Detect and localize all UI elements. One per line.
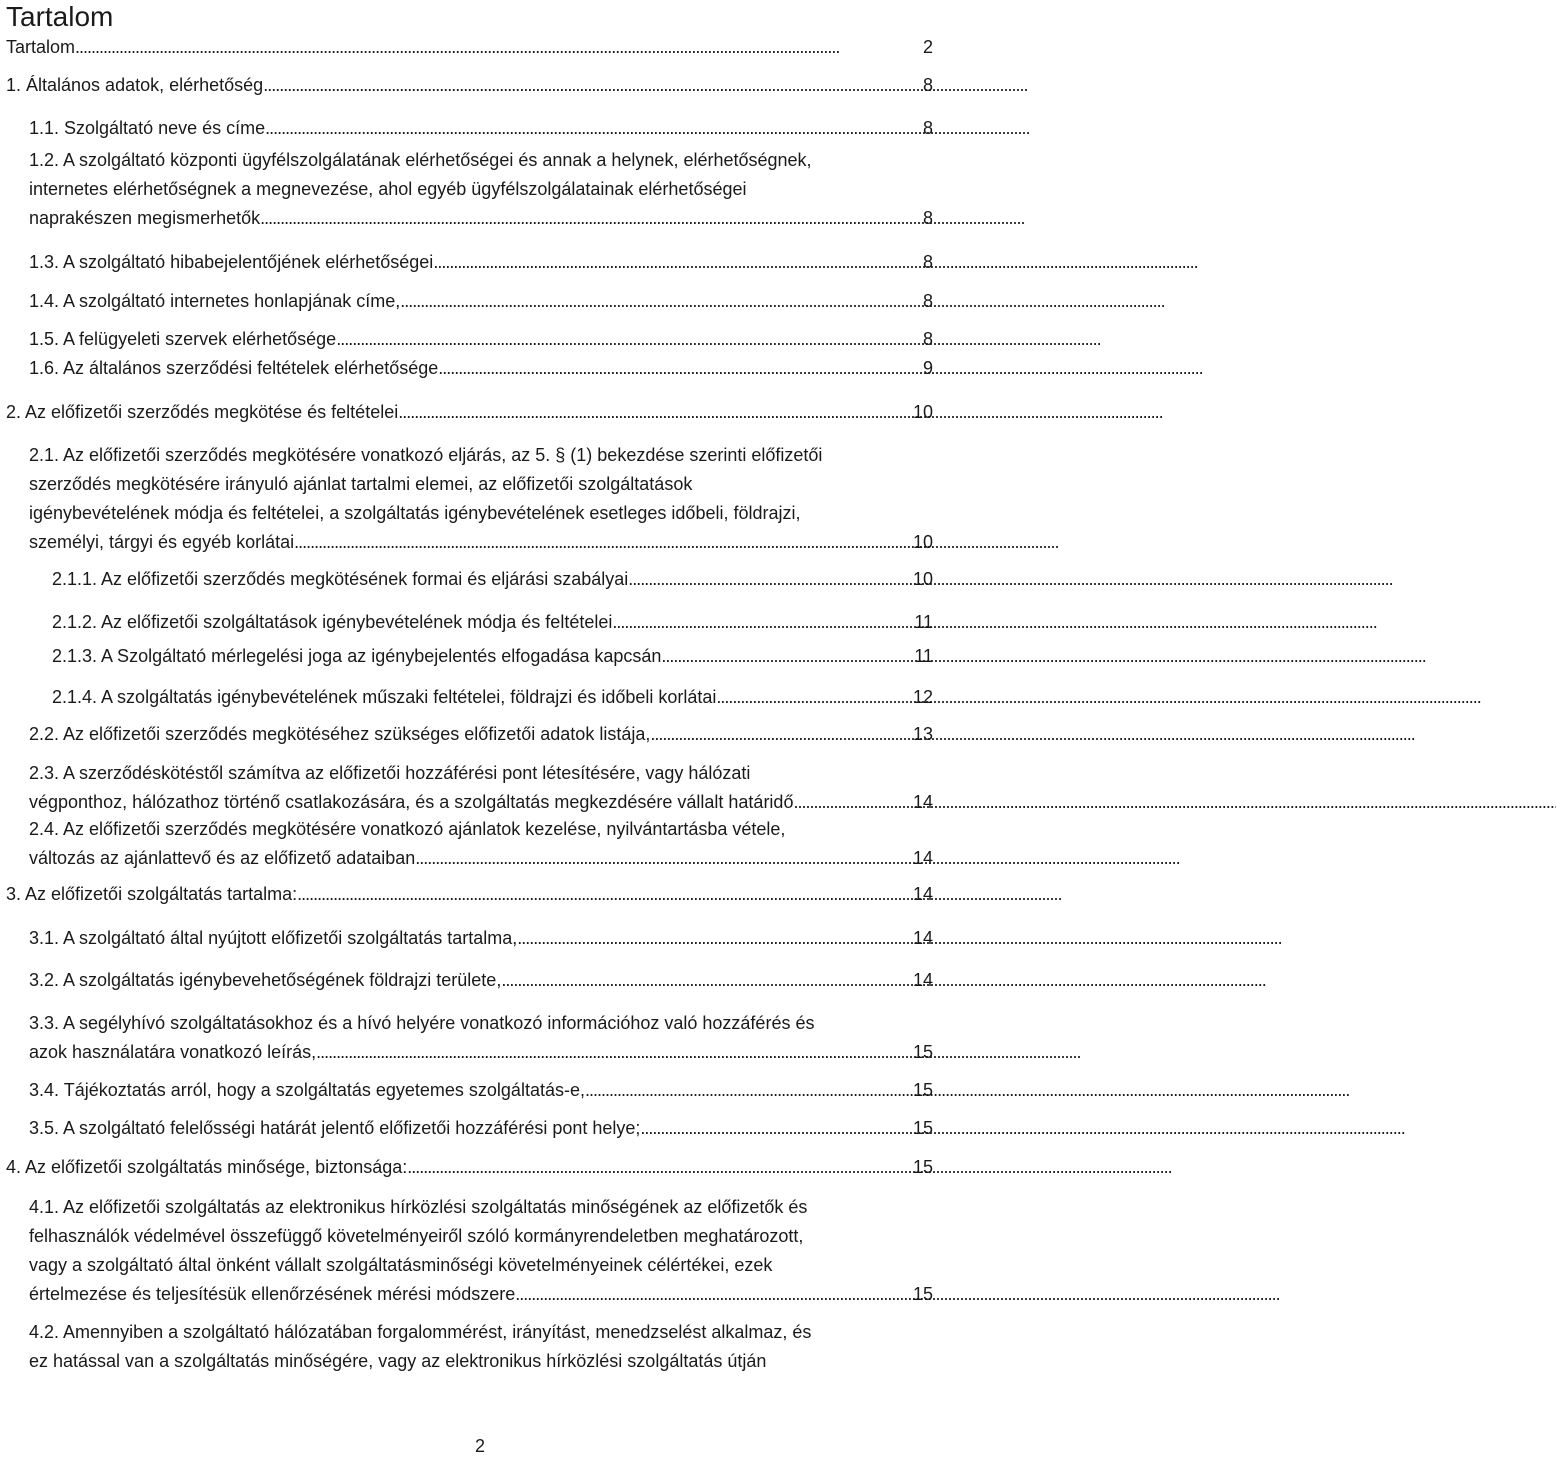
toc-entry-text: személyi, tárgyi és egyéb korlátai xyxy=(29,532,295,552)
toc-page-number: 14 xyxy=(912,928,933,948)
dot-leader xyxy=(501,966,911,995)
toc-entry-text: 1.6. Az általános szerződési feltételek elérhetősége xyxy=(29,358,439,378)
toc-page-number: 15 xyxy=(912,1118,933,1138)
toc-entry[interactable] xyxy=(29,354,933,383)
toc-page-number: 15 xyxy=(912,1080,933,1100)
dot-leader xyxy=(628,565,911,594)
dot-leader xyxy=(793,788,911,817)
toc-page-number: 2 xyxy=(922,37,933,57)
toc-entry-text: 3.4. Tájékoztatás arról, hogy a szolgáltatás egyetemes szolgáltatás-e, xyxy=(29,1080,585,1100)
toc-entry-text: 2. Az előfizetői szerződés megkötése és feltételei xyxy=(6,402,399,422)
toc-entry-text: 2.1.3. A Szolgáltató mérlegelési joga az igénybejelentés elfogadása kapcsán xyxy=(52,646,662,666)
dot-leader xyxy=(612,608,912,637)
toc-entry-text: 2.2. Az előfizetői szerződés megkötéséhez szükséges előfizetői adatok listája, xyxy=(29,724,651,744)
toc-entry[interactable] xyxy=(52,642,933,671)
dot-leader xyxy=(265,114,921,143)
toc-entry-text: szerződés megkötésére irányuló ajánlat tartalmi elemei, az előfizetői szolgáltatások xyxy=(29,474,693,494)
toc-heading: Tartalom xyxy=(6,1,114,32)
toc-entry-text: 1.2. A szolgáltató központi ügyfélszolgálatának elérhetőségei és annak a helynek, elérhetőségnek, xyxy=(29,150,812,170)
dot-leader xyxy=(438,354,921,383)
toc-entry-text: 4.2. Amennyiben a szolgáltató hálózatában forgalommérést, irányítást, menedzselést alkalmaz, és xyxy=(29,1322,812,1342)
toc-entry[interactable] xyxy=(29,720,933,749)
toc-entry[interactable] xyxy=(29,287,933,316)
toc-entry[interactable] xyxy=(6,880,933,909)
toc-entry[interactable] xyxy=(52,683,933,712)
toc-entry-text: 3.5. A szolgáltató felelősségi határát jelentő előfizetői hozzáférési pont helye; xyxy=(29,1118,641,1138)
dot-leader xyxy=(433,248,921,277)
toc-entry-text: 4. Az előfizetői szolgáltatás minősége, biztonsága: xyxy=(6,1157,408,1177)
toc-entry-text: 3. Az előfizetői szolgáltatás tartalma: xyxy=(6,884,298,904)
toc-page-number: 8 xyxy=(922,75,933,95)
toc-entry-text: igénybevételének módja és feltételei, a szolgáltatás igénybevételének esetleges időbeli, földrajzi, xyxy=(29,503,801,523)
toc-entry[interactable] xyxy=(29,146,933,233)
toc-entry-text: Tartalom xyxy=(6,37,76,57)
toc-entry[interactable] xyxy=(29,325,933,354)
toc-page-number: 14 xyxy=(912,848,933,868)
dot-leader xyxy=(400,287,921,316)
toc-entry-text: azok használatára vonatkozó leírás, xyxy=(29,1042,317,1062)
dot-leader xyxy=(260,204,921,233)
dot-leader xyxy=(263,71,921,100)
toc-entry-text: 2.1.4. A szolgáltatás igénybevételének műszaki feltételei, földrajzi és időbeli korlátai xyxy=(52,687,717,707)
toc-page-number: 8 xyxy=(922,118,933,138)
toc-entry[interactable] xyxy=(29,1193,933,1309)
toc-page-number: 8 xyxy=(922,329,933,349)
toc-entry-text: ez hatással van a szolgáltatás minőségére, vagy az elektronikus hírközlési szolgáltatás útján xyxy=(29,1351,767,1371)
toc-entry[interactable] xyxy=(29,1114,933,1143)
toc-entry-text: 2.1. Az előfizetői szerződés megkötésére vonatkozó eljárás, az 5. § (1) bekezdése szerinti előfizetői xyxy=(29,445,823,465)
toc-entry[interactable] xyxy=(29,248,933,277)
dot-leader xyxy=(407,1153,911,1182)
toc-entry[interactable] xyxy=(29,966,933,995)
toc-entry-text: 1.4. A szolgáltató internetes honlapjának címe, xyxy=(29,291,401,311)
toc-entry[interactable] xyxy=(6,71,933,100)
dot-leader xyxy=(297,880,911,909)
toc-entry[interactable] xyxy=(52,608,933,637)
toc-page-number: 15 xyxy=(912,1157,933,1177)
dot-leader xyxy=(316,1038,911,1067)
toc-entry[interactable] xyxy=(29,759,933,817)
toc-entry-text: 2.1.2. Az előfizetői szolgáltatások igénybevételének módja és feltételei xyxy=(52,612,613,632)
toc-entry-text: 2.3. A szerződéskötéstől számítva az előfizetői hozzáférési pont létesítésére, vagy hálózati xyxy=(29,763,751,783)
dot-leader xyxy=(661,642,912,671)
toc-page-number: 14 xyxy=(912,970,933,990)
toc-entry-text: 2.4. Az előfizetői szerződés megkötésére vonatkozó ajánlatok kezelése, nyilvántartásba vétele, xyxy=(29,819,786,839)
dot-leader xyxy=(294,528,911,557)
dot-leader xyxy=(515,1280,911,1309)
toc-entry[interactable] xyxy=(29,114,933,143)
toc-page-number: 8 xyxy=(922,252,933,272)
toc-entry[interactable] xyxy=(29,1318,933,1376)
toc-page-number: 10 xyxy=(912,569,933,589)
toc-entry-text: 3.1. A szolgáltató által nyújtott előfizetői szolgáltatás tartalma, xyxy=(29,928,518,948)
toc-page-number: 13 xyxy=(912,724,933,744)
toc-entry[interactable] xyxy=(6,33,933,62)
toc-entry-text: változás az ajánlattevő és az előfizető adataiban xyxy=(29,848,416,868)
toc-page-number: 11 xyxy=(914,646,933,666)
toc-entry-text: vagy a szolgáltató által önként vállalt szolgáltatásminőségi követelményeinek célértékei, ezek xyxy=(29,1255,773,1275)
dot-leader xyxy=(517,924,911,953)
toc-entry[interactable] xyxy=(52,565,933,594)
toc-entry-text: értelmezése és teljesítésük ellenőrzésének mérési módszere xyxy=(29,1284,516,1304)
toc-entry[interactable] xyxy=(29,815,933,873)
toc-page-number: 14 xyxy=(912,792,933,812)
page-number: 2 xyxy=(474,1436,485,1456)
toc-page-number: 11 xyxy=(914,612,933,632)
toc-entry-text: naprakészen megismerhetők xyxy=(29,208,261,228)
toc-entry-text: felhasználók védelmével összefüggő követelményeiről szóló kormányrendeletben meghatározott, xyxy=(29,1226,804,1246)
toc-entry-text: 3.2. A szolgáltatás igénybevehetőségének földrajzi területe, xyxy=(29,970,502,990)
toc-entry[interactable] xyxy=(29,924,933,953)
toc-page-number: 12 xyxy=(912,687,933,707)
toc-entry-text: 2.1.1. Az előfizetői szerződés megkötésének formai és eljárási szabályai xyxy=(52,569,629,589)
toc-entry-text: végponthoz, hálózathoz történő csatlakozására, és a szolgáltatás megkezdésére vállalt határidő xyxy=(29,792,794,812)
toc-entry[interactable] xyxy=(29,1076,933,1105)
toc-entry-text: 1.3. A szolgáltató hibabejelentőjének elérhetőségei xyxy=(29,252,434,272)
toc-page-number: 10 xyxy=(912,532,933,552)
toc-page-number: 8 xyxy=(922,208,933,228)
toc-page-number: 15 xyxy=(912,1284,933,1304)
toc-entry[interactable] xyxy=(29,1009,933,1067)
toc-page-number: 9 xyxy=(922,358,933,378)
dot-leader xyxy=(336,325,921,354)
toc-entry-text: 1. Általános adatok, elérhetőség xyxy=(6,75,264,95)
dot-leader xyxy=(398,398,911,427)
toc-entry-text: 4.1. Az előfizetői szolgáltatás az elektronikus hírközlési szolgáltatás minőségének az előfizetők és xyxy=(29,1197,808,1217)
toc-entry-text: internetes elérhetőségnek a megnevezése, ahol egyéb ügyfélszolgálatainak elérhetőségei xyxy=(29,179,747,199)
toc-page-number: 10 xyxy=(912,402,933,422)
toc-page-number: 15 xyxy=(912,1042,933,1062)
dot-leader xyxy=(650,720,911,749)
toc-entry-text: 1.1. Szolgáltató neve és címe xyxy=(29,118,266,138)
toc-page-number: 14 xyxy=(912,884,933,904)
dot-leader xyxy=(75,33,921,62)
toc-entry[interactable] xyxy=(29,441,933,557)
toc-page-number: 8 xyxy=(922,291,933,311)
dot-leader xyxy=(415,844,911,873)
toc-entry[interactable] xyxy=(6,398,933,427)
toc-entry-text: 1.5. A felügyeleti szervek elérhetősége xyxy=(29,329,337,349)
dot-leader xyxy=(640,1114,911,1143)
toc-entry[interactable] xyxy=(6,1153,933,1182)
dot-leader xyxy=(585,1076,911,1105)
toc-entry-text: 3.3. A segélyhívó szolgáltatásokhoz és a hívó helyére vonatkozó információhoz való hozzáférés és xyxy=(29,1013,815,1033)
dot-leader xyxy=(716,683,911,712)
